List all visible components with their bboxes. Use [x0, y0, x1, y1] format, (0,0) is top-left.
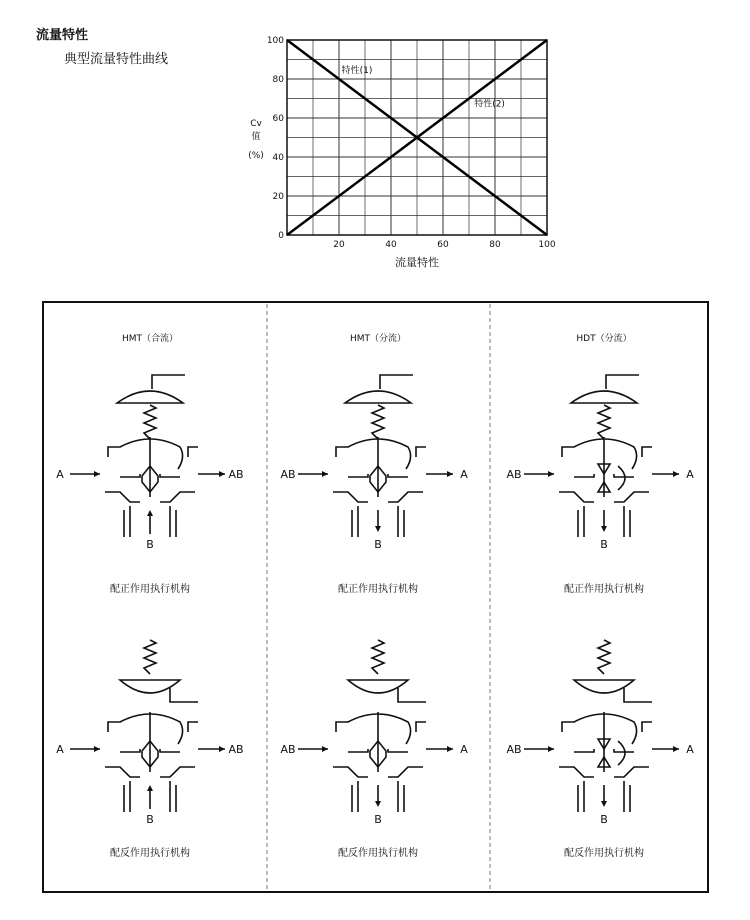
- valve-seat: [388, 474, 408, 477]
- arrow-head: [219, 746, 225, 752]
- arrow-head: [94, 471, 100, 477]
- valve-seat: [120, 749, 140, 752]
- reverse-action-caption: 配反作用执行机构: [564, 848, 644, 859]
- signal-line: [398, 688, 426, 702]
- port-label-bottom: B: [146, 538, 154, 551]
- valve-body: [108, 439, 183, 469]
- arrow-head: [375, 526, 381, 532]
- valve-body: [559, 492, 594, 502]
- valve-body: [160, 492, 195, 502]
- port-label-bottom: B: [600, 538, 608, 551]
- valve-body: [160, 767, 195, 777]
- y-tick-label: 20: [272, 192, 284, 202]
- arrow-head: [219, 471, 225, 477]
- y-tick-label: 80: [272, 75, 284, 85]
- column-title: HDT（分流）: [576, 334, 632, 344]
- y-tick-label: 60: [272, 114, 284, 124]
- valve-body: [105, 492, 140, 502]
- y-tick-label: 0: [278, 231, 284, 241]
- port-label-right: A: [460, 468, 468, 481]
- actuator-diaphragm-icon: [120, 680, 180, 693]
- valve-body: [105, 767, 140, 777]
- valve-seat: [388, 749, 408, 752]
- port-label-right: A: [460, 743, 468, 756]
- arrow-head: [322, 746, 328, 752]
- x-axis-label: 流量特性: [395, 256, 439, 269]
- arrow-head: [447, 471, 453, 477]
- direct-action-caption: 配正作用执行机构: [338, 584, 418, 595]
- arrow-head: [322, 471, 328, 477]
- section-title: 流量特性: [36, 28, 89, 43]
- direct-action-caption: 配正作用执行机构: [564, 584, 644, 595]
- valve-body: [336, 439, 411, 469]
- valve-body: [642, 722, 652, 732]
- arrow-head: [94, 746, 100, 752]
- y-axis-label: Cv: [250, 119, 262, 129]
- y-axis-label: (%): [248, 151, 264, 161]
- valve-body: [388, 767, 423, 777]
- x-tick-label: 60: [437, 240, 449, 250]
- port-label-bottom: B: [600, 813, 608, 826]
- series-label: 特性(2): [474, 99, 505, 110]
- valve-diagram: [56, 640, 243, 826]
- y-tick-label: 40: [272, 153, 284, 163]
- valve-seat: [160, 749, 180, 752]
- valve-body: [614, 767, 649, 777]
- valve-diagram: [280, 640, 468, 826]
- x-tick-label: 80: [489, 240, 501, 250]
- spring-icon: [144, 405, 156, 439]
- valve-diagram: [506, 640, 694, 826]
- series-label: 特性(1): [341, 66, 373, 77]
- spring-icon: [598, 640, 610, 674]
- arrow-head: [673, 471, 679, 477]
- direct-action-caption: 配正作用执行机构: [110, 584, 190, 595]
- port-label-bottom: B: [146, 813, 154, 826]
- arrow-head: [548, 471, 554, 477]
- valve-body: [333, 492, 368, 502]
- actuator-diaphragm-icon: [345, 391, 411, 403]
- arrow-head: [447, 746, 453, 752]
- valve-diagram: [280, 375, 468, 551]
- port-label-left: AB: [280, 743, 296, 756]
- port-label-bottom: B: [374, 538, 382, 551]
- valve-seat: [348, 749, 368, 752]
- port-label-right: A: [686, 743, 694, 756]
- valve-diagram: [506, 375, 694, 551]
- spring-icon: [144, 640, 156, 674]
- reverse-action-caption: 配反作用执行机构: [338, 848, 418, 859]
- port-label-right: A: [686, 468, 694, 481]
- port-label-bottom: B: [374, 813, 382, 826]
- reverse-action-caption: 配反作用执行机构: [110, 848, 190, 859]
- valve-body: [108, 714, 183, 744]
- spring-icon: [598, 405, 610, 439]
- arrow-head: [673, 746, 679, 752]
- arrow-head: [147, 785, 153, 791]
- port-label-left: AB: [506, 468, 522, 481]
- column-title: HMT（合流）: [121, 334, 179, 344]
- valve-body: [336, 714, 411, 744]
- arrow-head: [548, 746, 554, 752]
- spring-icon: [372, 405, 384, 439]
- arrow-head: [601, 526, 607, 532]
- actuator-diaphragm-icon: [571, 391, 637, 403]
- arrow-head: [147, 510, 153, 516]
- port-label-right: AB: [228, 468, 244, 481]
- spring-icon: [372, 640, 384, 674]
- signal-line: [624, 688, 652, 702]
- bypass-passage: [618, 466, 625, 490]
- y-axis-label: 值: [251, 132, 261, 142]
- actuator-diaphragm-icon: [117, 391, 183, 403]
- valve-seat: [574, 749, 594, 752]
- x-tick-label: 20: [333, 240, 345, 250]
- valve-body: [416, 722, 426, 732]
- arrow-head: [601, 801, 607, 807]
- y-tick-label: 100: [266, 36, 284, 46]
- valve-seat: [160, 474, 180, 477]
- valve-body: [416, 447, 426, 457]
- actuator-diaphragm-icon: [348, 680, 408, 693]
- valve-body: [333, 767, 368, 777]
- valve-seat: [574, 474, 594, 477]
- valve-body: [188, 447, 198, 457]
- valve-seat: [348, 474, 368, 477]
- x-tick-label: 40: [385, 240, 397, 250]
- valve-body: [614, 492, 649, 502]
- port-label-right: AB: [228, 743, 244, 756]
- valve-body: [642, 447, 652, 457]
- column-title: HMT（分流）: [349, 334, 407, 344]
- x-tick-label: 100: [538, 240, 556, 250]
- signal-line: [152, 375, 185, 389]
- valve-body: [388, 492, 423, 502]
- valve-body: [559, 767, 594, 777]
- valve-body: [188, 722, 198, 732]
- chart-subtitle: 典型流量特性曲线: [64, 52, 169, 67]
- actuator-diaphragm-icon: [574, 680, 634, 693]
- signal-line: [380, 375, 413, 389]
- port-label-left: A: [56, 468, 64, 481]
- port-label-left: AB: [280, 468, 296, 481]
- port-label-left: A: [56, 743, 64, 756]
- arrow-head: [375, 801, 381, 807]
- signal-line: [170, 688, 198, 702]
- signal-line: [606, 375, 639, 389]
- valve-seat: [120, 474, 140, 477]
- bypass-passage: [618, 741, 625, 765]
- port-label-left: AB: [506, 743, 522, 756]
- valve-diagram: [56, 375, 243, 551]
